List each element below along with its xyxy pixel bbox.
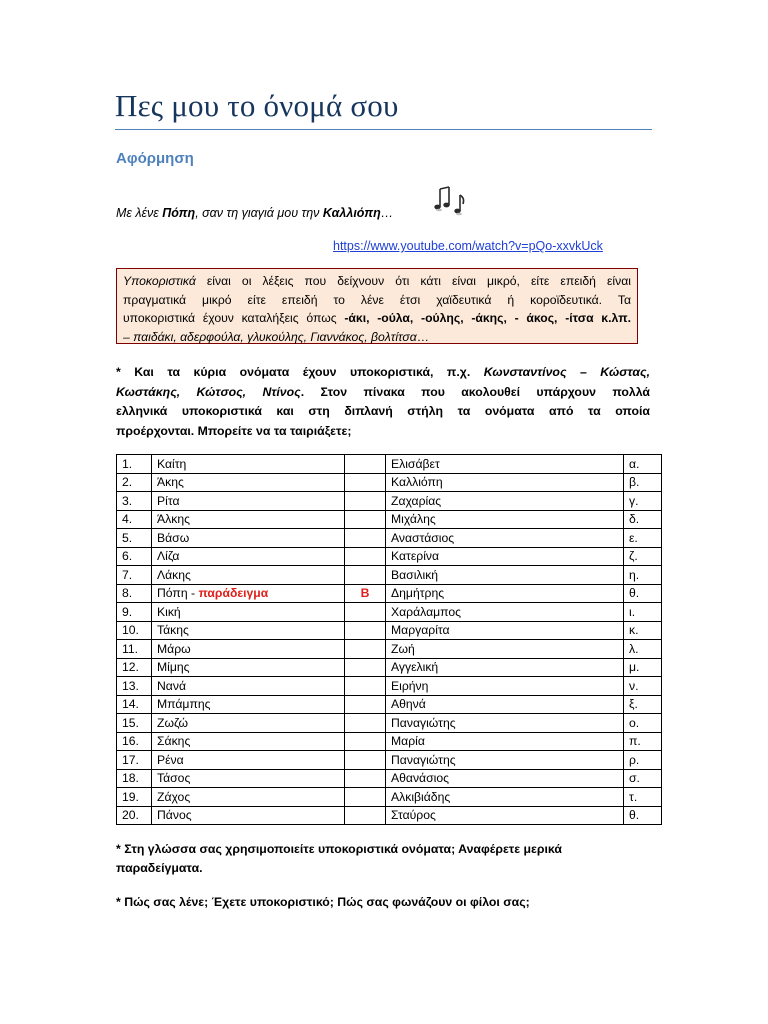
definition-box: Υποκοριστικά είναι οι λέξεις που δείχνουν ότι κάτι είναι μικρό, είτε επειδή είναι πραγματικά μικρό είτε επειδή το λένε έτσι χαϊδευτικά ή κοροϊδευτικά. Τα υποκοριστικά έχουν καταλήξεις όπως -άκι, -ούλα, -ούλης, -άκης, - άκος, -ίτσα κ.λπ. – παιδάκι, αδερφούλα, γλυκούλης, Γιαννάκος, βολτίτσα…: [116, 268, 638, 344]
nickname-cell: [152, 640, 345, 659]
table-row: [117, 751, 662, 770]
letter-cell: ο.: [624, 714, 662, 733]
nickname-cell: [152, 769, 345, 788]
full-name-cell: Μαρία: [386, 732, 624, 751]
table-row: [117, 455, 662, 474]
instructions-paragraph: * Και τα κύρια ονόματα έχουν υποκοριστικά, π.χ. Κωνσταντίνος – Κώστας, Κωστάκης, Κώτσος, Ντίνος. Στον πίνακα που ακολουθεί υπάρχουν πολλά ελληνικά υποκοριστικά και στη διπλανή στήλη τα ονόματα από τα οποία προέρχονται. Μπορείτε να τα ταιριάξετε;: [116, 365, 650, 438]
full-name-cell: Δημήτρης: [386, 584, 624, 603]
full-name-cell: Αγγελική: [386, 658, 624, 677]
table-row: [117, 492, 662, 511]
answer-cell[interactable]: [345, 621, 386, 640]
letter-cell: ν.: [624, 677, 662, 696]
answer-cell[interactable]: [345, 640, 386, 659]
full-name-cell: Αναστάσιος: [386, 529, 624, 548]
nickname-cell: [152, 732, 345, 751]
nickname-cell: [152, 566, 345, 585]
row-number: 13.: [117, 677, 152, 696]
answer-cell[interactable]: [345, 788, 386, 807]
table-row: [117, 621, 662, 640]
answer-cell[interactable]: [345, 566, 386, 585]
table-row: [117, 788, 662, 807]
nickname-cell: [152, 695, 345, 714]
nickname: Ρίτα: [157, 493, 180, 508]
letter-cell: α.: [624, 455, 662, 474]
full-name-cell: Ελισάβετ: [386, 455, 624, 474]
answer-cell[interactable]: [345, 732, 386, 751]
answer-cell[interactable]: [345, 769, 386, 788]
row-number: 7.: [117, 566, 152, 585]
row-number: 12.: [117, 658, 152, 677]
row-number: 15.: [117, 714, 152, 733]
row-number: 16.: [117, 732, 152, 751]
answer-cell[interactable]: [345, 751, 386, 770]
row-number: 2.: [117, 473, 152, 492]
nickname: Μίμης: [157, 660, 190, 675]
nickname: Σάκης: [157, 734, 191, 749]
table-row: [117, 529, 662, 548]
answer-cell[interactable]: [345, 714, 386, 733]
table-row: [117, 677, 662, 696]
row-number: 1.: [117, 455, 152, 474]
nickname: Ζάχος: [157, 789, 191, 804]
answer-cell[interactable]: [345, 547, 386, 566]
nickname: Άλκης: [157, 512, 190, 527]
table-row: [117, 640, 662, 659]
table-row: [117, 566, 662, 585]
answer-cell[interactable]: [345, 492, 386, 511]
nickname-cell: [152, 751, 345, 770]
full-name-cell: Μαργαρίτα: [386, 621, 624, 640]
row-number: 18.: [117, 769, 152, 788]
nickname-cell: [152, 473, 345, 492]
youtube-link[interactable]: https://www.youtube.com/watch?v=pQo-xxvkUck: [333, 239, 603, 253]
letter-cell: λ.: [624, 640, 662, 659]
full-name-cell: Σταύρος: [386, 806, 624, 825]
nickname: Κική: [157, 604, 181, 619]
full-name-cell: Κατερίνα: [386, 547, 624, 566]
answer-cell[interactable]: [345, 677, 386, 696]
nickname-cell: [152, 806, 345, 825]
answer-cell[interactable]: [345, 455, 386, 474]
full-name-cell: Ζωή: [386, 640, 624, 659]
answer-cell[interactable]: [345, 510, 386, 529]
full-name-cell: Αθανάσιος: [386, 769, 624, 788]
question-1: * Στη γλώσσα σας χρησιμοποιείτε υποκοριστικά ονόματα; Αναφέρετε μερικά παραδείγματα.: [116, 842, 562, 875]
nickname: Άκης: [157, 475, 184, 490]
intro-line: Με λένε Πόπη, σαν τη γιαγιά μου την Καλλιόπη…: [116, 206, 394, 220]
full-name-cell: Παναγιώτης: [386, 751, 624, 770]
nickname: Πόπη -: [157, 586, 199, 601]
nickname-cell: [152, 677, 345, 696]
nickname: Ρένα: [157, 752, 184, 767]
answer-cell[interactable]: [345, 603, 386, 622]
nickname-cell: [152, 492, 345, 511]
letter-cell: ι.: [624, 603, 662, 622]
row-number: 6.: [117, 547, 152, 566]
row-number: 17.: [117, 751, 152, 770]
nickname-cell: [152, 547, 345, 566]
table-row: [117, 547, 662, 566]
letter-cell: π.: [624, 732, 662, 751]
letter-cell: τ.: [624, 788, 662, 807]
table-row: [117, 806, 662, 825]
nickname: Λάκης: [157, 567, 191, 582]
title-divider: [115, 129, 652, 130]
letter-cell: δ.: [624, 510, 662, 529]
letter-cell: μ.: [624, 658, 662, 677]
table-row: [117, 584, 662, 603]
letter-cell: θ.: [624, 806, 662, 825]
table-row: [117, 473, 662, 492]
full-name-cell: Καλλιόπη: [386, 473, 624, 492]
full-name-cell: Ειρήνη: [386, 677, 624, 696]
table-row: [117, 603, 662, 622]
nickname-cell: [152, 603, 345, 622]
letter-cell: σ.: [624, 769, 662, 788]
table-row: [117, 658, 662, 677]
nickname-cell: [152, 621, 345, 640]
nickname: Ζωζώ: [157, 715, 189, 730]
letter-cell: ε.: [624, 529, 662, 548]
nickname: Πάνος: [157, 808, 192, 823]
music-notes-icon: [432, 183, 472, 217]
row-number: 19.: [117, 788, 152, 807]
question-2: * Πώς σας λένε; Έχετε υποκοριστικό; Πώς σας φωνάζουν οι φίλοι σας;: [116, 895, 530, 909]
row-number: 5.: [117, 529, 152, 548]
letter-cell: ρ.: [624, 751, 662, 770]
table-row: [117, 769, 662, 788]
table-row: [117, 695, 662, 714]
nickname-cell: [152, 584, 345, 603]
full-name-cell: Χαράλαμπος: [386, 603, 624, 622]
answer-cell[interactable]: [345, 529, 386, 548]
nickname: Τάκης: [157, 623, 189, 638]
nickname: Λίζα: [157, 549, 180, 564]
nickname: Τάσος: [157, 771, 191, 786]
table-row: [117, 732, 662, 751]
answer-cell[interactable]: [345, 806, 386, 825]
page-title: Πες μου το όνομά σου: [115, 88, 399, 123]
nickname-cell: [152, 455, 345, 474]
answer-cell[interactable]: [345, 658, 386, 677]
full-name-cell: Μιχάλης: [386, 510, 624, 529]
row-number: 3.: [117, 492, 152, 511]
example-label: παράδειγμα: [198, 586, 269, 601]
nickname: Μπάμπης: [157, 697, 211, 712]
table-row: [117, 510, 662, 529]
row-number: 14.: [117, 695, 152, 714]
letter-cell: θ.: [624, 584, 662, 603]
nickname-cell: [152, 788, 345, 807]
nickname-cell: [152, 658, 345, 677]
row-number: 20.: [117, 806, 152, 825]
nickname: Καίτη: [157, 456, 187, 471]
full-name-cell: Βασιλική: [386, 566, 624, 585]
letter-cell: κ.: [624, 621, 662, 640]
nickname: Βάσω: [157, 530, 190, 545]
nickname: Μάρω: [157, 641, 191, 656]
letter-cell: ζ.: [624, 547, 662, 566]
matching-table: [116, 454, 662, 825]
letter-cell: γ.: [624, 492, 662, 511]
table-row: [117, 714, 662, 733]
letter-cell: ξ.: [624, 695, 662, 714]
row-number: 9.: [117, 603, 152, 622]
letter-cell: η.: [624, 566, 662, 585]
answer-cell[interactable]: [345, 695, 386, 714]
full-name-cell: Αλκιβιάδης: [386, 788, 624, 807]
answer-cell[interactable]: [345, 473, 386, 492]
row-number: 10.: [117, 621, 152, 640]
row-number: 8.: [117, 584, 152, 603]
nickname-cell: [152, 714, 345, 733]
full-name-cell: Αθηνά: [386, 695, 624, 714]
full-name-cell: Ζαχαρίας: [386, 492, 624, 511]
row-number: 4.: [117, 510, 152, 529]
letter-cell: β.: [624, 473, 662, 492]
full-name-cell: Παναγιώτης: [386, 714, 624, 733]
nickname: Νανά: [157, 678, 186, 693]
nickname-cell: [152, 529, 345, 548]
section-heading: Αφόρμηση: [116, 150, 194, 167]
row-number: 11.: [117, 640, 152, 659]
answer-cell[interactable]: Β: [345, 584, 386, 603]
nickname-cell: [152, 510, 345, 529]
